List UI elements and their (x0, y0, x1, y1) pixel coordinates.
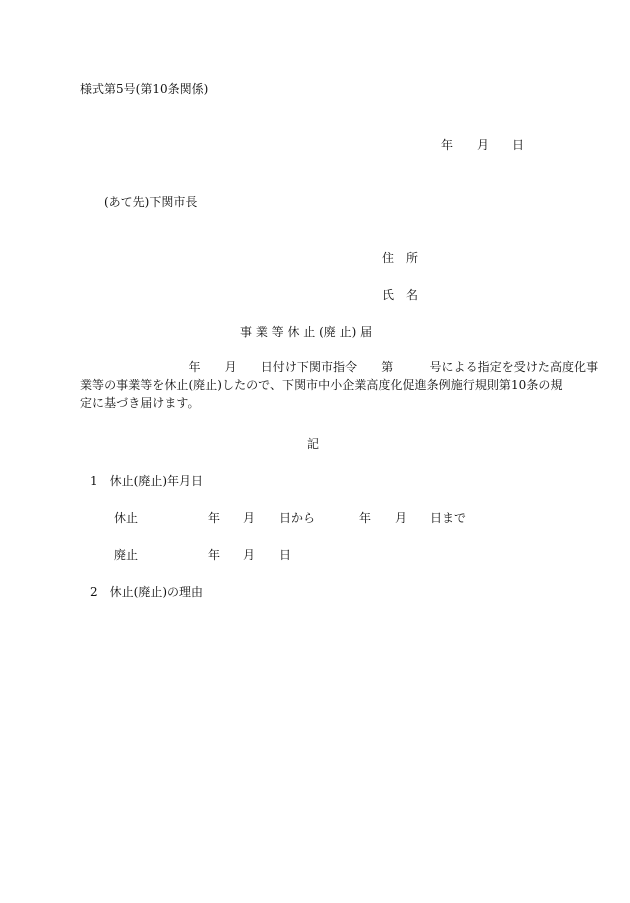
kyushi-label: 休止 (114, 511, 139, 525)
kyushi-to-month: 月 (395, 511, 408, 525)
body-line-2: 業等の事業等を休止(廃止)したので、下関市中小企業高度化促進条例施行規則第10条の規 (80, 378, 563, 392)
date-year: 年 (441, 138, 454, 152)
ki-heading: 記 (307, 437, 320, 451)
haishi-year: 年 (208, 548, 221, 562)
document-title: 事 業 等 休 止 (廃 止) 届 (240, 325, 373, 339)
item-2-heading: 2 休止(廃止)の理由 (90, 585, 203, 599)
kyushi-from-month: 月 (243, 511, 256, 525)
date-day: 日 (512, 138, 525, 152)
body-line-3: 定に基づき届けます。 (80, 396, 200, 410)
kyushi-to-day: 日まで (430, 511, 467, 525)
haishi-month: 月 (243, 548, 256, 562)
haishi-label: 廃止 (114, 548, 139, 562)
kyushi-to-year: 年 (359, 511, 372, 525)
address-label: 住 所 (382, 251, 419, 265)
kyushi-from-day: 日から (279, 511, 316, 525)
kyushi-from-year: 年 (208, 511, 221, 525)
haishi-day: 日 (279, 548, 292, 562)
form-number-label: 様式第5号(第10条関係) (80, 82, 209, 96)
body-line-1: 年 月 日付け下関市指令 第 号による指定を受けた高度化事 (80, 360, 599, 374)
addressee: (あて先)下関市長 (104, 195, 198, 209)
item-1-heading: 1 休止(廃止)年月日 (90, 474, 203, 488)
name-label: 氏 名 (382, 288, 419, 302)
body-paragraph (80, 358, 599, 412)
date-month: 月 (477, 138, 490, 152)
